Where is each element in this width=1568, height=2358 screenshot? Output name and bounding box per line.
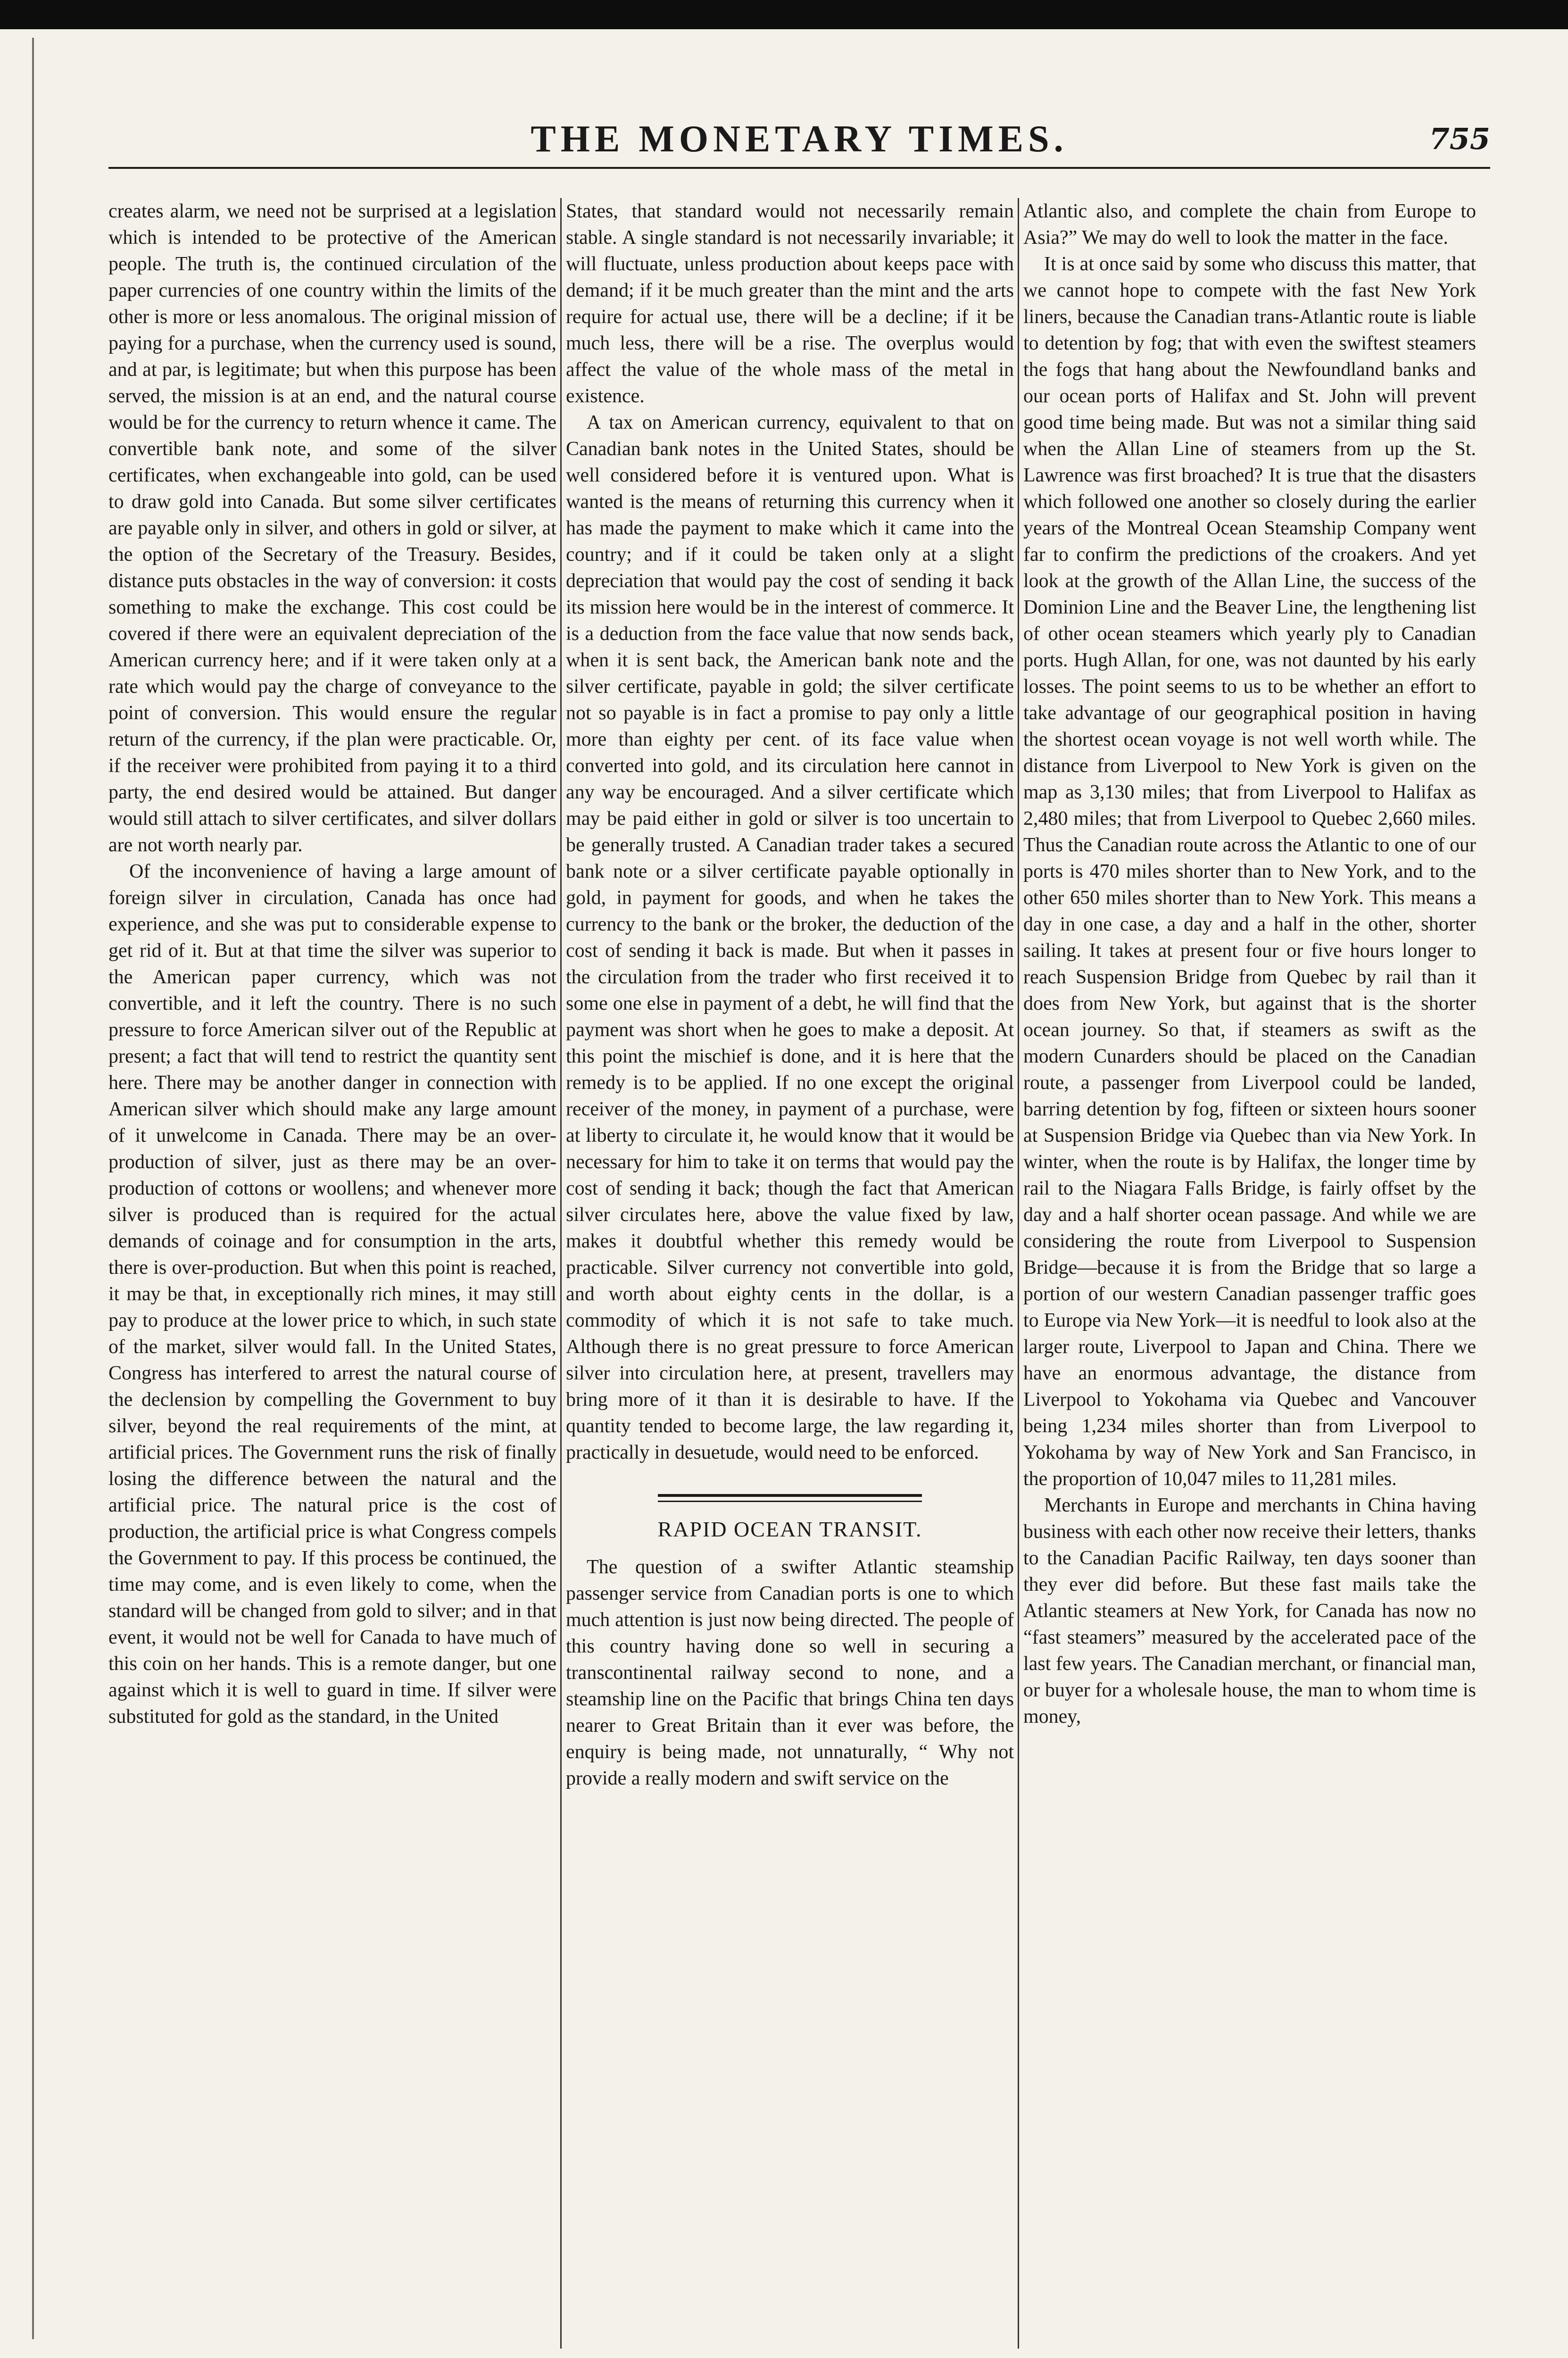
paragraph: It is at once said by some who discuss this matter, that we cannot hope to compete with the fast New York liners, because the Canadian trans-Atlantic route is liable to detention by fog; that with even the swiftest steamers the fogs that hang about the Newfoundland banks and our ocean ports of Halifax and St. John will prevent good time being made. But was not a similar thing said when the Allan Line of steamers from up the St. Lawrence was first broached? It is true that the disasters which followed one another so closely during the earlier years of the Montreal Ocean Steamship Company went far to confirm the predictions of the croakers. And yet look at the growth of the Allan Line, the success of the Dominion Line and the Beaver Line, the lengthening list of other ocean steamers which yearly ply to Canadian ports. Hugh Allan, for one, was not daunted by his early losses. The point seems to us to be whether an effort to take advantage of our geographical position in having the shortest ocean voyage is not well worth while. The distance from Liverpool to New York is given on the map as 3,130 miles; that from Liverpool to Halifax as 2,480 miles; that from Liverpool to Quebec 2,660 miles. Thus the Canadian route across the Atlantic to one of our ports is 470 miles shorter than to New York, and to the other 650 miles shorter than to New York. This means a day in one case, a day and a half in the other, shorter sailing. It takes at present four or five hours longer to reach Suspension Bridge from Quebec by rail than it does from New York, but against that is the shorter ocean journey. So that, if steamers as swift as the modern Cunarders should be placed on the Canadian route, a passenger from Liverpool could be landed, barring detention by fog, fifteen or sixteen hours sooner at Suspension Bridge via Quebec than via New York. In winter, when the route is by Halifax, the longer time by rail to the Niagara Falls Bridge, is fairly offset by the day and a half shorter ocean passage. And while we are considering the route from Liverpool to Suspension Bridge—because it is from the Bridge that so large a portion of our western Canadian passenger traffic goes to Europe via New York—it is needful to look also at the larger route, Liverpool to Japan and China. There we have an enormous advantage, the distance from Liverpool to Yokohama via Quebec and Vancouver being 1,234 miles shorter than from Liverpool to Yokohama by way of New York and San Francisco, in the proportion of 10,047 miles to 11,281 miles.: [1023, 253, 1476, 1490]
separator-thin-line: [658, 1501, 922, 1502]
separator-thick-line: [658, 1494, 922, 1497]
masthead: [108, 118, 1490, 170]
column-rule-1: [560, 198, 562, 2349]
scan-left-edge: [32, 38, 34, 2339]
section-separator: [658, 1494, 922, 1502]
masthead-rule: [108, 167, 1490, 169]
newspaper-title: THE MONETARY TIMES.: [531, 118, 1068, 160]
column-1: [108, 198, 556, 2349]
column-2: [566, 198, 1014, 2349]
paragraph: A tax on American currency, equivalent to that on Canadian bank notes in the United States, should be well considered before it is ventured upon. What is wanted is the means of returning this currency when it has made the payment to make which it came into the country; and if it could be taken only at a slight depreciation that would pay the cost of sending it back its mission here would be in the interest of commerce. It is a deduction from the face value that now sends back, when it is sent back, the American bank note and the silver certificate, payable in gold; the silver certificate not so payable is in fact a promise to pay only a little more than eighty per cent. of its face value when converted into gold, and its circulation here cannot in any way be encouraged. And a silver certificate which may be paid either in gold or silver is too uncertain to be generally trusted. A Canadian trader takes a secured bank note or a silver certificate payable optionally in gold, in payment for goods, and when he takes the currency to the bank or the broker, the deduction of the cost of sending it back is made. But when it passes in the circulation from the trader who first received it to some one else in payment of a debt, he will find that the payment was short when he goes to make a deposit. At this point the mischief is done, and it is here that the remedy is to be applied. If no one except the original receiver of the money, in payment of a purchase, were at liberty to circulate it, he would know that it would be necessary for him to take it on terms that would pay the cost of sending it back; though the fact that American silver circulates here, above the value fixed by law, makes it doubtful whether this remedy would be practicable. Silver currency not convertible into gold, and worth about eighty cents in the dollar, is a commodity of which it is not safe to take much. Although there is no great pressure to force American silver into circulation here, at present, travellers may bring more of it than it is desirable to have. If the quantity tended to become large, the law regarding it, practically in desuetude, would need to be enforced.: [566, 412, 1014, 1463]
paragraph: Atlantic also, and complete the chain from Europe to Asia?” We may do well to look the matter in the face.: [1023, 200, 1476, 249]
scan-top-border: [0, 0, 1568, 29]
paragraph: States, that standard would not necessarily remain stable. A single standard is not necessarily invariable; it will fluctuate, unless production about keeps pace with demand; if it be much greater than the mint and the arts require for actual use, there will be a decline; if it be much less, there will be a rise. The overplus would affect the value of the whole mass of the metal in existence.: [566, 200, 1014, 407]
paragraph: Merchants in Europe and merchants in China having business with each other now receive their letters, thanks to the Canadian Pacific Railway, ten days sooner than they ever did before. But these fast mails take the Atlantic steamers at New York, for Canada has now no “fast steamers” measured by the accelerated pace of the last few years. The Canadian merchant, or financial man, or buyer for a wholesale house, the man to whom time is money,: [1023, 1495, 1476, 1727]
paragraph: creates alarm, we need not be surprised at a legislation which is intended to be protective of the American people. The truth is, the continued circulation of the paper currencies of one country within the limits of the other is more or less anomalous. The original mission of paying for a purchase, when the currency used is sound, and at par, is legitimate; but when this purpose has been served, the mission is at an end, and the natural course would be for the currency to return whence it came. The convertible bank note, and some of the silver certificates, when exchangeable into gold, can be used to draw gold into Canada. But some silver certificates are payable only in silver, and others in gold or silver, at the option of the Secretary of the Treasury. Besides, distance puts obstacles in the way of conversion: it costs something to make the exchange. This cost could be covered if there were an equivalent depreciation of the American currency here; and if it were taken only at a rate which would pay the charge of conveyance to the point of conversion. This would ensure the regular return of the currency, if the plan were practicable. Or, if the receiver were prohibited from paying it to a third party, the end desired would be attained. But danger would still attach to silver certificates, and silver dollars are not worth nearly par.: [108, 200, 556, 856]
column-rule-2: [1018, 198, 1019, 2349]
section-heading: RAPID OCEAN TRANSIT.: [657, 1517, 922, 1541]
column-3: [1023, 198, 1476, 2349]
paragraph: Of the inconvenience of having a large amount of foreign silver in circulation, Canada has once had experience, and she was put to considerable expense to get rid of it. But at that time the silver was superior to the American paper currency, which was not convertible, and it left the country. There is no such pressure to force American silver out of the Republic at present; a fact that will tend to restrict the quantity sent here. There may be another danger in connection with American silver which should make any large amount of it unwelcome in Canada. There may be an over-production of silver, just as there may be an over-production of cottons or woollens; and whenever more silver is produced than is required for the actual demands of coinage and for consumption in the arts, there is over-production. But when this point is reached, it may be that, in exceptionally rich mines, it may still pay to produce at the lower price to which, in such state of the market, silver would fall. In the United States, Congress has interfered to arrest the natural course of the declension by compelling the Government to buy silver, beyond the real requirements of the mint, at artificial prices. The Government runs the risk of finally losing the difference between the natural and the artificial price. The natural price is the cost of production, the artificial price is what Congress compels the Government to pay. If this process be continued, the time may come, and is even likely to come, when the standard will be changed from gold to silver; and in that event, it would not be well for Canada to have much of this coin on her hands. This is a remote danger, but one against which it is well to guard in time. If silver were substituted for gold as the standard, in the United: [108, 861, 556, 1727]
paragraph: The question of a swifter Atlantic steamship passenger service from Canadian ports is one to which much attention is just now being directed. The people of this country having done so well in securing a transcontinental railway second to none, and a steamship line on the Pacific that brings China ten days nearer to Great Britain than it ever was before, the enquiry is being made, not unnaturally, “ Why not provide a really modern and swift service on the: [566, 1556, 1014, 1789]
page-number: 755: [1429, 122, 1490, 156]
